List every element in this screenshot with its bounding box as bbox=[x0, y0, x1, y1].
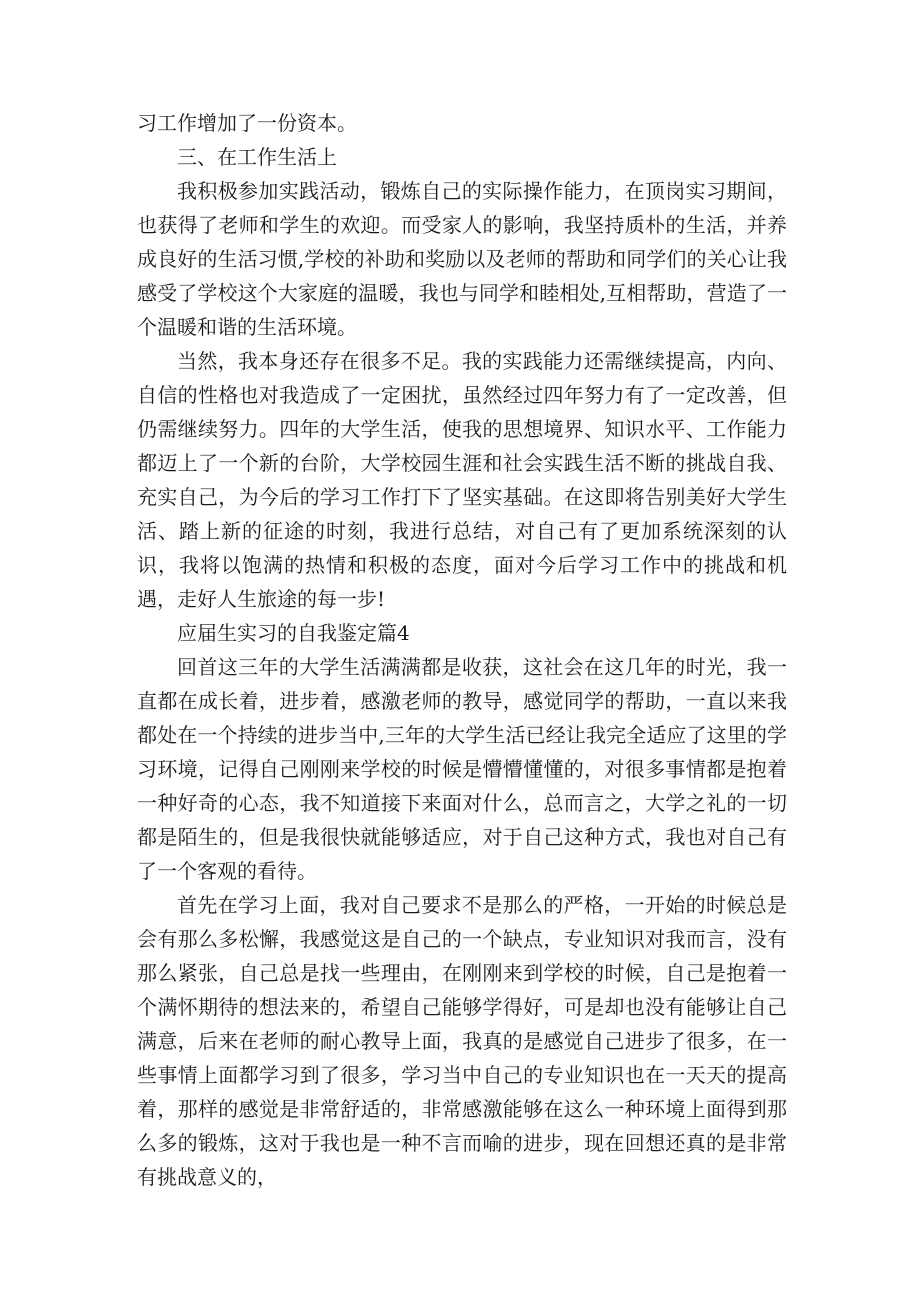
section-heading-part4: 应届生实习的自我鉴定篇4 bbox=[177, 621, 410, 645]
section-heading-work-life: 三、在工作生活上 bbox=[177, 145, 337, 169]
paragraph-practice: 我积极参加实践活动，锻炼自己的实际操作能力，在顶岗实习期间，也获得了老师和学生的欢迎。而受家人的影响，我坚持质朴的生活，并养成良好的生活习惯,学校的补助和奖励以及老师的帮助和同学们的关心让我感受了学校这个大家庭的温暖，我也与同学和睦相处,互相帮助，营造了一个温暖和谐的生活环境。 bbox=[137, 179, 787, 339]
paragraph-looking-back: 回首这三年的大学生活满满都是收获，这社会在这几年的时光，我一直都在成长着，进步着，感激老师的教导，感觉同学的帮助，一直以来我都处在一个持续的进步当中,三年的大学生活已经让我完全适应了这里的学习环境，记得自己刚刚来学校的时候是懵懵懂懂的，对很多事情都是抱着一种好奇的心态，我不知道接下来面对什么，总而言之，大学之礼的一切都是陌生的，但是我很快就能够适应，对于自己这种方式，我也对自己有了一个客观的看待。 bbox=[137, 655, 787, 883]
paragraph-continuation: 习工作增加了一份资本。 bbox=[137, 111, 357, 135]
paragraph-shortcomings: 当然，我本身还存在很多不足。我的实践能力还需继续提高，内向、自信的性格也对我造成了一定困扰，虽然经过四年努力有了一定改善，但仍需继续努力。四年的大学生活，使我的思想境界、知识水平、工作能力都迈上了一个新的台阶，大学校园生涯和社会实践生活不断的挑战自我、充实自己，为今后的学习工作打下了坚实基础。在这即将告别美好大学生活、踏上新的征途的时刻，我进行总结，对自己有了更加系统深刻的认识，我将以饱满的热情和积极的态度，面对今后学习工作中的挑战和机遇，走好人生旅途的每一步! bbox=[137, 349, 787, 611]
paragraph-study: 首先在学习上面，我对自己要求不是那么的严格，一开始的时候总是会有那么多松懈，我感觉这是自己的一个缺点，专业知识对我而言，没有那么紧张，自己总是找一些理由，在刚刚来到学校的时候，自己是抱着一个满怀期待的想法来的，希望自己能够学得好，可是却也没有能够让自己满意，后来在老师的耐心教导上面，我真的是感觉自己进步了很多，在一些事情上面都学习到了很多，学习当中自己的专业知识也在一天天的提高着，那样的感觉是非常舒适的，非常感激能够在这么一种环境上面得到那么多的锻炼，这对于我也是一种不言而喻的进步，现在回想还真的是非常有挑战意义的， bbox=[137, 893, 787, 1189]
document-body bbox=[137, 106, 787, 1194]
